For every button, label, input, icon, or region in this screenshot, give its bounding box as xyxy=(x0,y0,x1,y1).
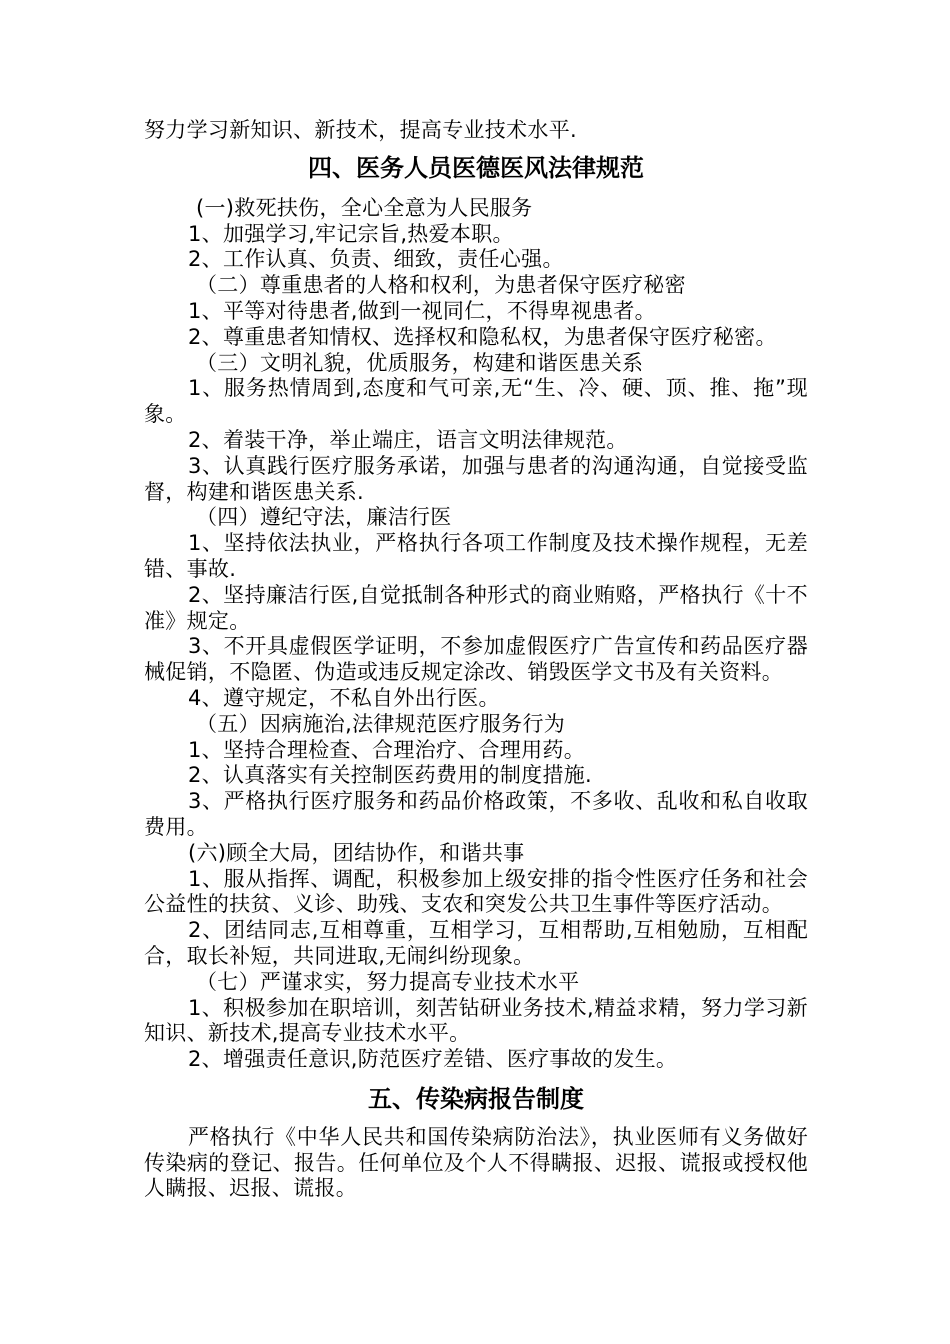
list-item: 3、认真践行医疗服务承诺，加强与患者的沟通沟通，自觉接受监督，构建和谐医患关系. xyxy=(144,453,808,504)
list-item: 1、积极参加在职培训，刻苦钻研业务技术,精益求精，努力学习新知识、新技术,提高专业技术水平。 xyxy=(144,995,808,1046)
document-page xyxy=(144,118,808,1202)
list-item: 3、严格执行医疗服务和药品价格政策，不多收、乱收和私自收取费用。 xyxy=(144,789,808,839)
list-item: 2、增强责任意识,防范医疗差错、医疗事故的发生。 xyxy=(188,1047,678,1072)
list-item: 2、认真落实有关控制医药费用的制度措施. xyxy=(188,763,593,788)
section-5-paragraph: 严格执行《中华人民共和国传染病防治法》，执业医师有义务做好传染病的登记、报告。任何单位及个人不得瞒报、迟报、谎报或授权他人瞒报、迟报、谎报。 xyxy=(144,1124,808,1201)
list-item: 1、平等对待患者,做到一视同仁，不得卑视患者。 xyxy=(188,298,656,323)
list-item: 2、尊重患者知情权、选择权和隐私权，为患者保守医疗秘密。 xyxy=(188,324,777,349)
list-item: 1、坚持依法执业，严格执行各项工作制度及技术操作规程，无差错、事故. xyxy=(144,531,808,581)
subsection-heading: (一)救死扶伤，全心全意为人民服务 xyxy=(196,195,533,220)
list-item: 1、坚持合理检查、合理治疗、合理用药。 xyxy=(188,737,586,762)
subsection-heading: （五）因病施治,法律规范医疗服务行为 xyxy=(196,711,566,736)
list-item: 1、服务热情周到,态度和气可亲,无“生、冷、硬、顶、推、拖”现象。 xyxy=(144,376,808,427)
list-item: 1、服从指挥、调配，积极参加上级安排的指令性医疗任务和社会公益性的扶贫、义诊、助残、支农和突发公共卫生事件等医疗活动。 xyxy=(144,866,808,917)
subsection-heading: （七）严谨求实，努力提高专业技术水平 xyxy=(196,969,580,994)
subsection-heading: （四）遵纪守法，廉洁行医 xyxy=(196,505,452,530)
subsection-heading: （三）文明礼貌，优质服务，构建和谐医患关系 xyxy=(196,350,644,375)
subsection-heading: （二）尊重患者的人格和权利，为患者保守医疗秘密 xyxy=(196,273,686,298)
subsection-heading: (六)顾全大局，团结协作，和谐共事 xyxy=(188,840,525,865)
list-item: 2、着装干净，举止端庄，语言文明法律规范。 xyxy=(188,427,628,452)
list-item: 4、遵守规定，不私自外出行医。 xyxy=(188,685,500,710)
list-item: 2、团结同志,互相尊重，互相学习，互相帮助,互相勉励，互相配合，取长补短，共同进取,无闹纠纷现象。 xyxy=(144,918,808,968)
section-4-title: 四、医务人员医德医风法律规范 xyxy=(308,153,644,182)
list-item: 2、工作认真、负责、细致，责任心强。 xyxy=(188,247,564,272)
lead-line: 努力学习新知识、新技术，提高专业技术水平. xyxy=(144,118,577,142)
section-5-title: 五、传染病报告制度 xyxy=(368,1084,584,1113)
list-item: 2、坚持廉洁行医,自觉抵制各种形式的商业贿赂，严格执行《十不准》规定。 xyxy=(144,582,808,633)
list-item: 3、不开具虚假医学证明，不参加虚假医疗广告宣传和药品医疗器械促销，不隐匿、伪造或违反规定涂改、销毁医学文书及有关资料。 xyxy=(144,634,808,685)
list-item: 1、加强学习,牢记宗旨,热爱本职。 xyxy=(188,221,514,246)
